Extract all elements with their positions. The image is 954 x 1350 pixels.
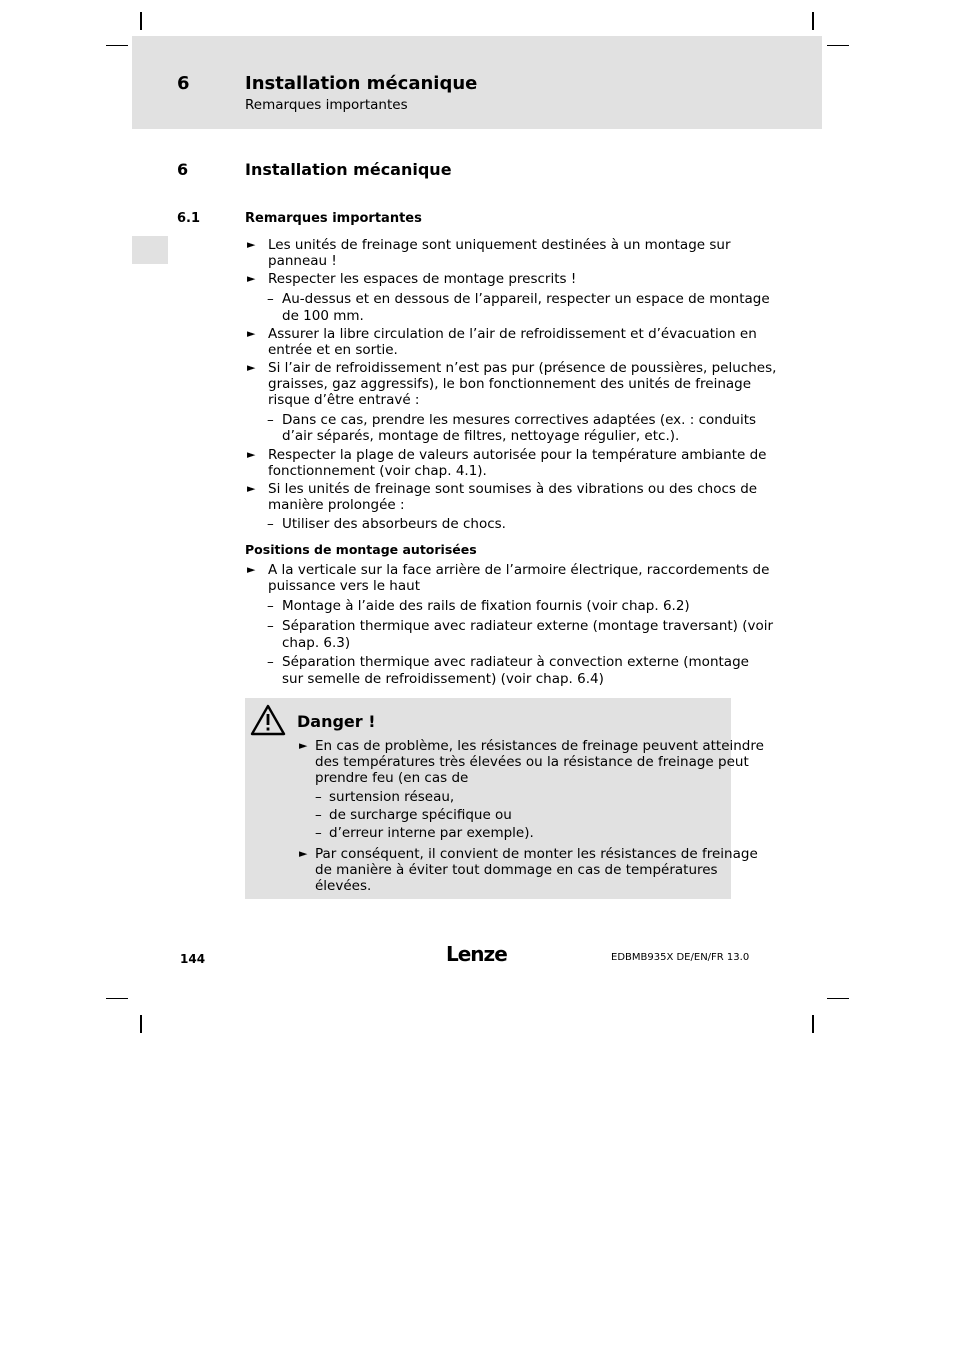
bullet-arrow-icon: ►: [247, 448, 256, 461]
list-item: panneau !: [268, 253, 337, 269]
danger-title: Danger !: [297, 712, 376, 731]
list-item: Si l’air de refroidissement n’est pas pur (présence de poussières, peluches,: [268, 360, 777, 376]
list-item: En cas de problème, les résistances de freinage peuvent atteindre: [315, 738, 764, 754]
bullet-arrow-icon: ►: [247, 563, 256, 576]
positions-heading: Positions de montage autorisées: [245, 542, 477, 557]
list-item: entrée et en sortie.: [268, 342, 398, 358]
list-item: Si les unités de freinage sont soumises à des vibrations ou des chocs de: [268, 481, 758, 497]
crop-mark: [106, 998, 128, 999]
crop-mark: [827, 998, 849, 999]
crop-mark: [812, 1015, 814, 1033]
list-item: d’erreur interne par exemple).: [329, 825, 534, 841]
header-chapter-number: 6: [177, 73, 190, 94]
crop-mark: [140, 12, 142, 30]
list-item: Dans ce cas, prendre les mesures correctives adaptées (ex. : conduits: [282, 412, 757, 428]
list-item: graisses, gaz aggressifs), le bon fonctionnement des unités de freinage: [268, 376, 752, 392]
list-item: risque d’être entravé :: [268, 392, 420, 408]
list-item: puissance vers le haut: [268, 578, 420, 594]
subsection-title: Remarques importantes: [245, 211, 422, 226]
crop-mark: [106, 45, 128, 46]
warning-triangle-icon: [250, 704, 286, 736]
list-item: élevées.: [315, 878, 372, 894]
list-item: Séparation thermique avec radiateur externe (montage traversant) (voir: [282, 618, 774, 634]
lenze-logo: Lenze: [446, 942, 507, 966]
list-item: surtension réseau,: [329, 789, 455, 805]
header-chapter-title: Installation mécanique: [245, 73, 478, 94]
list-item: Par conséquent, il convient de monter les résistances de freinage: [315, 846, 758, 862]
bullet-arrow-icon: ►: [247, 238, 256, 251]
dash-icon: –: [267, 516, 274, 532]
dash-icon: –: [267, 598, 274, 614]
bullet-arrow-icon: ►: [247, 482, 256, 495]
list-item: fonctionnement (voir chap. 4.1).: [268, 463, 487, 479]
bullet-arrow-icon: ►: [247, 361, 256, 374]
bullet-arrow-icon: ►: [299, 847, 308, 860]
section-number: 6: [177, 160, 189, 179]
dash-icon: –: [315, 825, 322, 841]
list-item: Montage à l’aide des rails de fixation fournis (voir chap. 6.2): [282, 598, 690, 614]
header-subtitle: Remarques importantes: [245, 97, 408, 113]
subsection-number: 6.1: [177, 211, 201, 226]
list-item: A la verticale sur la face arrière de l’armoire électrique, raccordements de: [268, 562, 770, 578]
crop-mark: [140, 1015, 142, 1033]
dash-icon: –: [315, 807, 322, 823]
list-item: d’air séparés, montage de filtres, nettoyage régulier, etc.).: [282, 428, 680, 444]
list-item: Séparation thermique avec radiateur à convection externe (montage: [282, 654, 749, 670]
list-item: manière prolongée :: [268, 497, 405, 513]
dash-icon: –: [267, 291, 274, 307]
list-item: des températures très élevées ou la résistance de freinage peut: [315, 754, 749, 770]
list-item: chap. 6.3): [282, 635, 351, 651]
list-item: sur semelle de refroidissement) (voir chap. 6.4): [282, 671, 604, 687]
bullet-arrow-icon: ►: [299, 739, 308, 752]
chapter-side-tab: [132, 236, 168, 264]
page-number: 144: [180, 952, 206, 966]
list-item: Assurer la libre circulation de l’air de refroidissement et d’évacuation en: [268, 326, 757, 342]
dash-icon: –: [267, 618, 274, 634]
bullet-arrow-icon: ►: [247, 327, 256, 340]
list-item: Les unités de freinage sont uniquement destinées à un montage sur: [268, 237, 731, 253]
crop-mark: [827, 45, 849, 46]
dash-icon: –: [315, 789, 322, 805]
crop-mark: [812, 12, 814, 30]
dash-icon: –: [267, 412, 274, 428]
section-title: Installation mécanique: [245, 160, 452, 179]
list-item: de 100 mm.: [282, 308, 364, 324]
list-item: Au-dessus et en dessous de l’appareil, respecter un espace de montage: [282, 291, 770, 307]
list-item: Respecter la plage de valeurs autorisée pour la température ambiante de: [268, 447, 767, 463]
bullet-arrow-icon: ►: [247, 272, 256, 285]
list-item: de surcharge spécifique ou: [329, 807, 512, 823]
list-item: Respecter les espaces de montage prescrits !: [268, 271, 577, 287]
list-item: de manière à éviter tout dommage en cas de températures: [315, 862, 718, 878]
list-item: Utiliser des absorbeurs de chocs.: [282, 516, 506, 532]
list-item: prendre feu (en cas de: [315, 770, 469, 786]
dash-icon: –: [267, 654, 274, 670]
document-code: EDBMB935X DE/EN/FR 13.0: [611, 952, 750, 963]
